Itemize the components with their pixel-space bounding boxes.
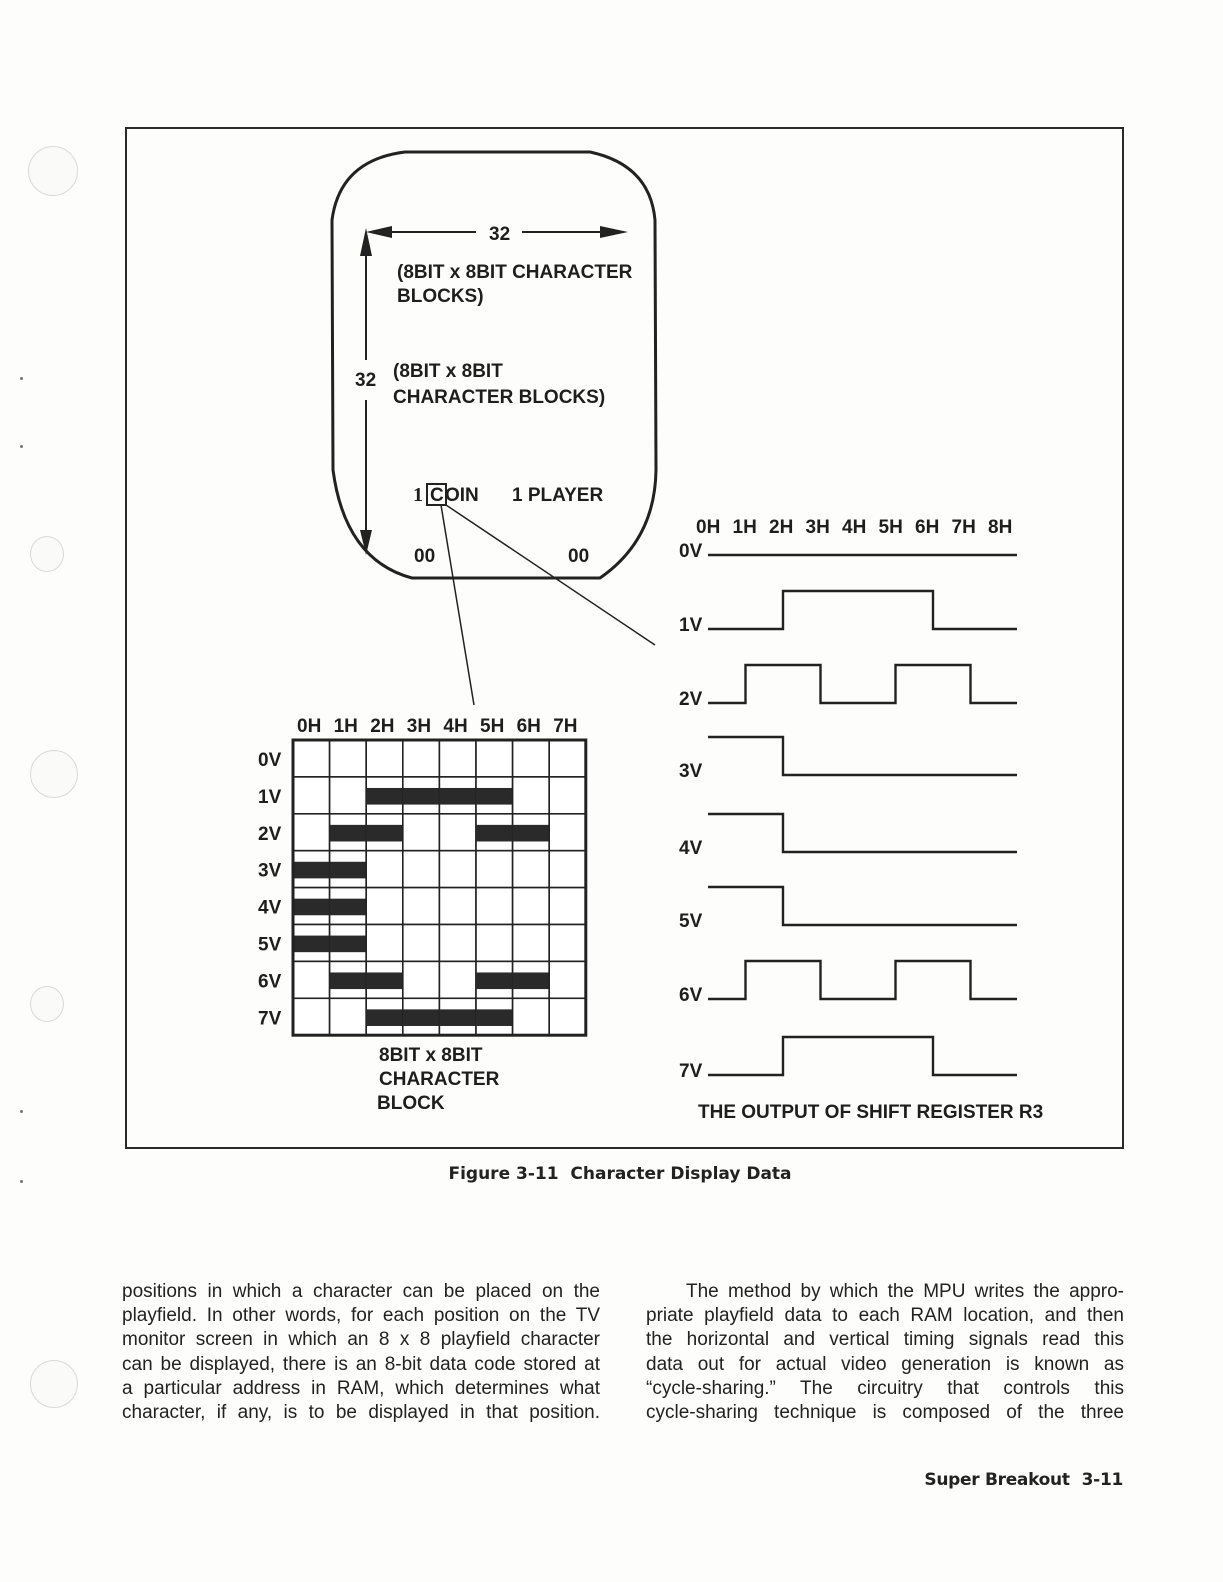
- waveform-col-label: 3H: [805, 517, 830, 538]
- waveform-col-label: 1H: [732, 517, 757, 538]
- waveform-title: THE OUTPUT OF SHIFT REGISTER R3: [698, 1102, 1044, 1123]
- grid-cell: [403, 851, 440, 888]
- coin-text-rest: OIN: [445, 485, 479, 506]
- grid-cell: [366, 851, 403, 888]
- coin-text-char: C: [430, 485, 444, 506]
- waveform-trace: [708, 814, 1017, 852]
- grid-col-label: 6H: [516, 716, 541, 737]
- grid-cell-filled: [476, 788, 513, 805]
- waveform-col-label: 8H: [988, 517, 1013, 538]
- figure-number: Figure 3-11: [448, 1164, 559, 1184]
- waveform-trace: [708, 591, 1017, 629]
- score-right: 00: [568, 546, 590, 567]
- grid-row-label: 3V: [258, 860, 282, 882]
- grid-cell: [549, 888, 586, 925]
- grid-cell: [513, 740, 550, 777]
- waveform-trace: [708, 961, 1017, 999]
- grid-cell: [549, 777, 586, 814]
- grid-row-label: 4V: [258, 897, 282, 919]
- text-line: The method by which the MPU writes the appro-: [686, 1281, 1124, 1302]
- grid-cell: [549, 961, 586, 998]
- grid-cell-filled: [330, 862, 367, 879]
- grid-cell: [513, 998, 550, 1035]
- text-line: positions in which a character can be placed on the: [122, 1281, 600, 1302]
- text-line: cycle-sharing technique is composed of the three: [646, 1402, 1124, 1424]
- player-text: 1 PLAYER: [512, 485, 604, 506]
- grid-cell: [366, 740, 403, 777]
- waveform-col-label: 5H: [878, 517, 903, 538]
- text-line: playfield. In other words, for each position on the TV: [122, 1305, 600, 1327]
- grid-cell: [403, 888, 440, 925]
- grid-cell: [439, 925, 476, 962]
- grid-row-label: 0V: [258, 750, 282, 771]
- grid-cell: [549, 925, 586, 962]
- grid-cell: [439, 888, 476, 925]
- grid-cell-filled: [403, 1009, 440, 1026]
- footer-page-number: 3-11: [1081, 1470, 1123, 1490]
- grid-cell-filled: [366, 825, 403, 842]
- grid-cell-filled: [330, 899, 367, 916]
- waveform-trace: [708, 1037, 1017, 1075]
- grid-col-label: 0H: [297, 716, 322, 737]
- waveform-col-label: 0H: [696, 517, 721, 538]
- grid-cell: [549, 740, 586, 777]
- grid-cell-filled: [439, 1009, 476, 1026]
- grid-cell-filled: [439, 788, 476, 805]
- width-note-line-1: (8BIT x 8BIT CHARACTER: [397, 262, 633, 283]
- grid-cell: [330, 998, 367, 1035]
- grid-cell: [439, 961, 476, 998]
- waveform-row-label: 7V: [679, 1061, 703, 1082]
- text-line: can be displayed, there is an 8-bit data code stored at: [122, 1353, 600, 1375]
- grid-col-label: 4H: [443, 716, 468, 737]
- page-footer: [924, 1470, 1123, 1490]
- grid-cell: [403, 814, 440, 851]
- width-arrow-right-head: [600, 226, 628, 238]
- figure-caption: [0, 1164, 1223, 1184]
- character-grid: [258, 716, 586, 1035]
- grid-cell-filled: [293, 862, 330, 879]
- grid-col-label: 1H: [333, 716, 358, 737]
- grid-cell: [549, 998, 586, 1035]
- footer-title: Super Breakout: [924, 1470, 1070, 1490]
- grid-cell: [330, 777, 367, 814]
- waveform-row-label: 2V: [679, 689, 703, 710]
- grid-cell: [366, 925, 403, 962]
- text-line: character, if any, is to be displayed in that position.: [122, 1402, 600, 1424]
- waveform-row-label: 4V: [679, 838, 703, 859]
- grid-cell: [513, 851, 550, 888]
- grid-cell: [513, 777, 550, 814]
- grid-cell-filled: [513, 972, 550, 989]
- grid-cell-filled: [476, 825, 513, 842]
- grid-cell: [293, 740, 330, 777]
- coin-text-one: 1: [413, 484, 423, 506]
- score-left: 00: [414, 546, 436, 567]
- grid-cell-filled: [476, 1009, 513, 1026]
- figure-title: Character Display Data: [570, 1164, 792, 1184]
- grid-cell: [366, 888, 403, 925]
- width-label: 32: [489, 224, 511, 245]
- grid-cell-filled: [513, 825, 550, 842]
- waveform-trace: [708, 737, 1017, 775]
- grid-caption-line-1: 8BIT x 8BIT: [379, 1045, 483, 1066]
- grid-cell: [293, 814, 330, 851]
- grid-cell-filled: [366, 1009, 403, 1026]
- grid-cell-filled: [330, 936, 367, 953]
- grid-cell: [549, 814, 586, 851]
- grid-cell-filled: [403, 788, 440, 805]
- waveform-trace: [708, 665, 1017, 703]
- grid-cell-filled: [476, 972, 513, 989]
- grid-caption-line-3: BLOCK: [377, 1093, 445, 1114]
- width-arrow-left-head: [366, 226, 392, 238]
- grid-cell: [476, 851, 513, 888]
- grid-cell: [439, 814, 476, 851]
- grid-cell-filled: [330, 825, 367, 842]
- grid-cell: [293, 998, 330, 1035]
- waveform-row-label: 5V: [679, 911, 703, 932]
- grid-cell-filled: [330, 972, 367, 989]
- grid-cell: [403, 925, 440, 962]
- height-note-line-2: CHARACTER BLOCKS): [393, 387, 606, 408]
- waveform-row-label: 1V: [679, 615, 703, 636]
- waveform-row-label: 0V: [679, 541, 703, 562]
- text-line: priate playfield data to each RAM location, and then: [646, 1305, 1124, 1327]
- height-arrow-bottom-head: [360, 530, 372, 555]
- grid-cell: [513, 925, 550, 962]
- width-note-line-2: BLOCKS): [397, 286, 484, 307]
- zoom-line-to-waveform: [446, 505, 655, 645]
- grid-col-label: 2H: [370, 716, 395, 737]
- waveform-col-label: 6H: [915, 517, 940, 538]
- grid-col-label: 7H: [553, 716, 578, 737]
- grid-cell: [439, 851, 476, 888]
- grid-cell: [476, 925, 513, 962]
- body-text-left: [122, 1280, 600, 1425]
- grid-caption-line-2: CHARACTER: [379, 1069, 500, 1090]
- grid-cell-filled: [366, 972, 403, 989]
- grid-col-label: 5H: [480, 716, 505, 737]
- grid-row-label: 6V: [258, 971, 282, 993]
- text-line: a particular address in RAM, which determines what: [122, 1377, 600, 1399]
- text-line: the horizontal and vertical timing signals read this: [646, 1329, 1124, 1351]
- waveform-col-label: 2H: [769, 517, 794, 538]
- grid-cell-filled: [293, 899, 330, 916]
- grid-row-label: 7V: [258, 1008, 282, 1030]
- height-note-line-1: (8BIT x 8BIT: [393, 361, 503, 382]
- grid-cell: [476, 888, 513, 925]
- grid-row-label: 5V: [258, 934, 282, 956]
- grid-cell-filled: [366, 788, 403, 805]
- waveform-trace: [708, 887, 1017, 925]
- grid-cell: [330, 740, 367, 777]
- grid-row-label: 1V: [258, 786, 282, 808]
- grid-cell: [549, 851, 586, 888]
- text-line: data out for actual video generation is known as: [646, 1353, 1124, 1375]
- grid-cell: [439, 740, 476, 777]
- grid-cell-filled: [293, 936, 330, 953]
- body-text-right: [646, 1280, 1124, 1425]
- grid-cell: [293, 777, 330, 814]
- height-label: 32: [355, 370, 377, 391]
- waveform-row-label: 6V: [679, 985, 703, 1006]
- waveform-row-label: 3V: [679, 761, 703, 782]
- shift-register-waveforms: [679, 517, 1017, 1082]
- grid-col-label: 3H: [406, 716, 432, 737]
- grid-cell: [293, 961, 330, 998]
- waveform-col-label: 7H: [951, 517, 976, 538]
- grid-cell: [513, 888, 550, 925]
- grid-cell: [403, 961, 440, 998]
- zoom-line-to-grid: [441, 505, 474, 705]
- grid-cell: [476, 740, 513, 777]
- text-line: “cycle-sharing.” The circuitry that controls this: [646, 1377, 1124, 1399]
- waveform-col-label: 4H: [842, 517, 867, 538]
- grid-cell: [403, 740, 440, 777]
- grid-row-label: 2V: [258, 823, 282, 845]
- text-line: monitor screen in which an 8 x 8 playfield character: [122, 1329, 600, 1351]
